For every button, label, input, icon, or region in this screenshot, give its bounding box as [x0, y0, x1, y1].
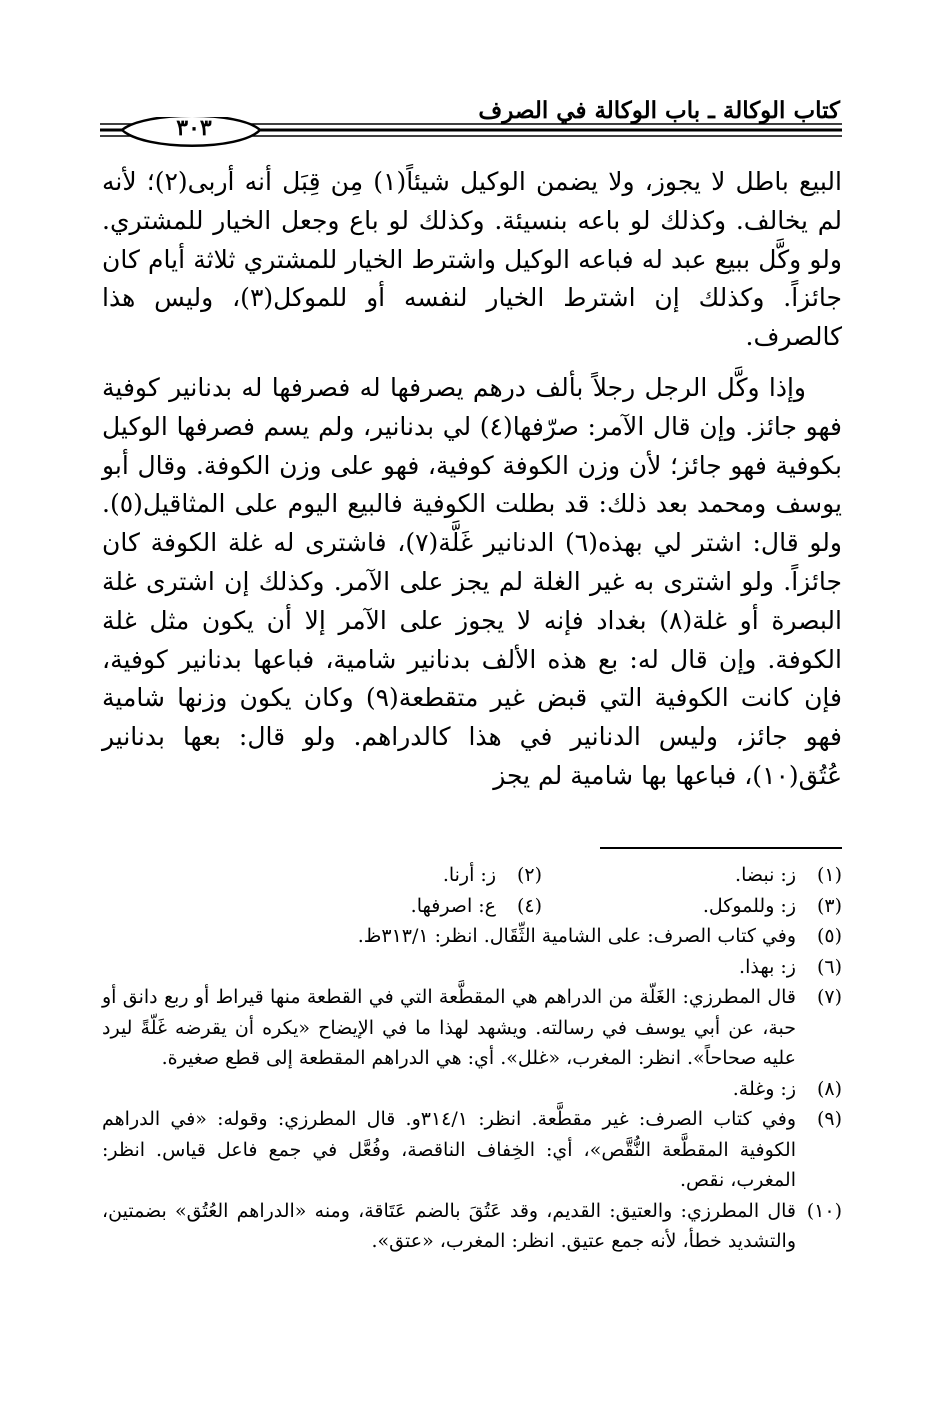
footnote-9 — [102, 1104, 842, 1196]
footnote-2 — [443, 860, 542, 891]
footnote-text: وفي كتاب الصرف: غير مقطَّعة. انظر: ٣١٤/١و. قال المطرزي: وقوله: «في الدراهم الكوفية المقطَّعة النُّقَّص»، أي: الخِفاف الناقصة، وفُعَّل في جمع فاعل قياس. انظر: المغرب، نقص. — [102, 1108, 797, 1191]
footnote-text: ز: وغلة. — [732, 1077, 796, 1100]
footnotes — [102, 860, 842, 1257]
main-text — [102, 163, 842, 796]
footnote-text: ز: نبضا. — [735, 864, 796, 886]
footnote-text: ع: اصرفها. — [410, 894, 496, 917]
footnote-8 — [102, 1074, 842, 1105]
footnote-4 — [411, 891, 542, 922]
footnote-number: (٥) — [816, 925, 842, 947]
footnote-1 — [542, 860, 842, 891]
footnote-number: (٢) — [516, 864, 542, 886]
footnote-text: قال المطرزي: والعتيق: القديم، وقد عَتُقَ بالضم عَتَاقة، ومنه «الدراهم العُتُق» بضمتين، والتشديد خطأ، لأنه جمع عتيق. انظر: المغرب، «عتق». — [102, 1199, 796, 1252]
footnote-number: (١) — [816, 864, 842, 886]
footnote-number: (٩) — [816, 1108, 842, 1130]
header-title: كتاب الوكالة ـ باب الوكالة في الصرف — [478, 97, 840, 124]
footnote-number: (٧) — [816, 986, 842, 1008]
footnote-number: (٦) — [816, 955, 842, 978]
paragraph-1: البيع باطل لا يجوز، ولا يضمن الوكيل شيئاً(١) مِن قِبَل أنه أربى(٢)؛ لأنه لم يخالف. وكذلك لو باعه بنسيئة. وكذلك لو باع وجعل الخيار للمشتري. ولو وكَّل ببيع عبد له فباعه الوكيل واشترط الخيار للمشتري ثلاثة أيام كان جائزاً. وكذلك إن اشترط الخيار لنفسه أو للموكل(٣)، وليس هذا كالصرف. — [102, 167, 842, 352]
footnote-3 — [542, 891, 842, 922]
footnote-10 — [102, 1196, 842, 1257]
footnote-number: (١٠) — [806, 1199, 842, 1222]
footnote-text: ز: بهذا. — [739, 955, 796, 978]
running-header — [100, 95, 842, 155]
footnote-6 — [102, 952, 842, 983]
footnote-number: (٣) — [816, 894, 842, 917]
paragraph-2: وإذا وكَّل الرجل رجلاً بألف درهم يصرفها له فصرفها له بدنانير كوفية فهو جائز. وإن قال الآمر: صرّفها(٤) لي بدنانير، ولم يسم فصرفها الوكيل بكوفية فهو جائز؛ لأن وزن الكوفة كوفية، فهو على وزن الكوفة. وقال أبو يوسف ومحمد بعد ذلك: قد بطلت الكوفية فالبيع اليوم على المثاقيل(٥). ولو قال: اشتر لي بهذه(٦) الدنانير غَلَّة(٧)، فاشترى له غلة الكوفة كان جائزاً. ولو اشترى به غير الغلة لم يجز على الآمر. وكذلك إن اشترى غلة البصرة أو غلة(٨) بغداد فإنه لا يجوز على الآمر إلا أن يكون مثل غلة الكوفة. وإن قال له: بع هذه الألف بدنانير شامية، فباعها بدنانير كوفية، فإن كانت الكوفية التي قبض غير متقطعة(٩) وكان يكون وزنها شامية فهو جائز، وليس الدنانير في هذا كالدراهم. ولو قال: بعها بدنانير عُتُق(١٠)، فباعها بها شامية لم يجز — [102, 372, 842, 790]
footnote-row — [102, 891, 842, 922]
footnote-number: (٤) — [516, 894, 542, 917]
footnote-text: قال المطرزي: الغَلّة من الدراهم هي المقطَّعة التي في القطعة منها قيراط أو ربع دانق أو حبة، عن أبي يوسف في رسالته. ويشهد لهذا ما في الإيضاح «يكره أن يقرضه غَلّةً ليرد عليه صحاحاً». انظر: المغرب، «غلل». أي: هي الدراهم المقطعة إلى قطع صغيرة. — [102, 986, 796, 1069]
footnote-separator — [600, 847, 842, 849]
footnote-text: ز: وللموكل. — [702, 894, 796, 917]
footnote-text: وفي كتاب الصرف: على الشامية الثِّقَال. انظر: ٣١٣/١ظ. — [357, 925, 796, 947]
page-number: ٣٠٣ — [176, 115, 212, 141]
footnote-text: ز: أرنا. — [442, 864, 496, 886]
footnote-7 — [102, 982, 842, 1074]
footnote-row — [102, 860, 842, 891]
footnote-5 — [102, 921, 842, 952]
footnote-number: (٨) — [816, 1077, 842, 1100]
